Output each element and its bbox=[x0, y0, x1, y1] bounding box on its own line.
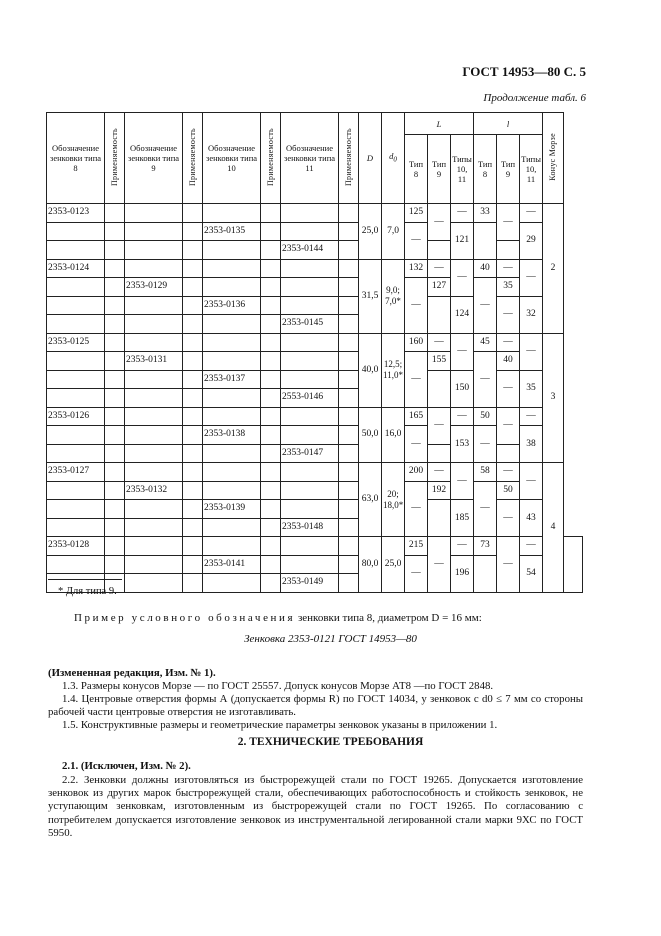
table-row: 2353-0125 40,0 12,5; 11,0* 160 — — 45 — — 3 bbox=[47, 333, 583, 352]
table-row: 2353-0127 63,0 20; 18,0* 200 — — 58 — — 4 bbox=[47, 463, 583, 482]
example-text: зенковки типа 8, диаметром D = 16 мм: bbox=[295, 612, 482, 624]
table-continuation-label: Продолжение табл. 6 bbox=[483, 92, 586, 104]
header-l-tip8: Тип 8 bbox=[474, 135, 497, 204]
table-row: 2353-0147 bbox=[47, 444, 583, 463]
paragraph-2-1: 2.1. (Исключен, Изм. № 2). bbox=[62, 760, 191, 772]
header-L: L bbox=[405, 113, 474, 135]
changed-edition-note: (Измененная редакция, Изм. № 1). bbox=[48, 667, 216, 679]
table-row: 2353-0123 25,0 7,0 125 — — 33 — — 2 bbox=[47, 204, 583, 223]
paragraph-1-4: 1.4. Центровые отверстия формы А (допускается формы R) по ГОСТ 14034, у зенковок с d0 ≤ 7 мм со стороны рабочей части центровые отверстия не изготавливать. bbox=[48, 693, 583, 719]
table-row: 2353-0131 — 155 — 40 bbox=[47, 352, 583, 371]
table-row: 2553-0146 bbox=[47, 389, 583, 408]
table-row: 2353-0136 124 — 32 bbox=[47, 296, 583, 315]
footnote-divider bbox=[48, 579, 122, 580]
header-d0: $d_0$ bbox=[382, 113, 405, 204]
example-lead: Пример условного обозначения bbox=[74, 612, 296, 624]
table-row: 2353-0129 — 127 — 35 bbox=[47, 278, 583, 297]
paragraph-1-5: 1.5. Конструктивные размеры и геометрические параметры зенковок указаны в приложении 1. bbox=[62, 719, 498, 731]
example-line bbox=[74, 612, 482, 624]
header-applicability: Применяемость bbox=[187, 127, 197, 187]
table-row: 2353-0149 bbox=[47, 574, 583, 593]
header-applicability: Применяемость bbox=[343, 127, 353, 187]
table-row: 2353-0138 — 153 — 38 bbox=[47, 426, 583, 445]
header-l-tip1011: Типы 10, 11 bbox=[520, 135, 543, 204]
example-formula: Зенковка 2353-0121 ГОСТ 14953—80 bbox=[244, 633, 417, 645]
header-type10: Обозначение зенковки типа 10 bbox=[203, 113, 261, 204]
header-morse-taper: Конус Морзе bbox=[548, 133, 558, 181]
table-row: 2353-0137 150 — 35 bbox=[47, 370, 583, 389]
paragraph-2-2: 2.2. Зенковки должны изготовляться из быстрорежущей стали по ГОСТ 19265. Допускается изготовление зенковок из других марок быстрорежущей стали, обеспечивающих работоспособность и стойкость зенковок, не уступающим зенковкам, изготовленным из быстрорежущей стали по ГОСТ 19265. По согласованию с потребителем допускается изготовление зенковок из инструментальной легированной стали марки 9ХС по ГОСТ 5950. bbox=[48, 774, 583, 839]
header-applicability: Применяемость bbox=[265, 127, 275, 187]
table-row: 2353-0139 185 — 43 bbox=[47, 500, 583, 519]
table-row: 2353-0128 80,0 25,0 215 — — 73 — — bbox=[47, 537, 583, 556]
morse-taper-value: 2 bbox=[543, 204, 564, 334]
table-row: 2353-0126 50,0 16,0 165 — — 50 — — bbox=[47, 407, 583, 426]
header-L-tip8: Тип 8 bbox=[405, 135, 428, 204]
header-l: l bbox=[474, 113, 543, 135]
header-l-tip9: Тип 9 bbox=[497, 135, 520, 204]
header-D: D bbox=[359, 113, 382, 204]
footnote: * Для типа 9. bbox=[58, 586, 117, 597]
table-row: 2353-0135 — 121 29 bbox=[47, 222, 583, 241]
table-row: 2353-0141 — 196 54 bbox=[47, 555, 583, 574]
page-header: ГОСТ 14953—80 С. 5 bbox=[462, 64, 586, 79]
morse-taper-value: 3 bbox=[543, 333, 564, 463]
header-type11: Обозначение зенковки типа 11 bbox=[281, 113, 339, 204]
morse-taper-value: 4 bbox=[543, 463, 564, 593]
header-L-tip1011: Типы 10, 11 bbox=[451, 135, 474, 204]
table-row: 2353-0124 31,5 9,0; 7,0* 132 — — 40 — — bbox=[47, 259, 583, 278]
table-row: 2353-0145 bbox=[47, 315, 583, 334]
dimensions-table bbox=[46, 112, 583, 593]
header-L-tip9: Тип 9 bbox=[428, 135, 451, 204]
header-applicability: Применяемость bbox=[109, 127, 119, 187]
header-type8: Обозначение зенковки типа 8 bbox=[47, 113, 105, 204]
table-row: 2353-0148 bbox=[47, 518, 583, 537]
table-row: 2353-0144 bbox=[47, 241, 583, 260]
table-row: 2353-0132 — 192 — 50 bbox=[47, 481, 583, 500]
section-title: 2. ТЕХНИЧЕСКИЕ ТРЕБОВАНИЯ bbox=[237, 736, 424, 748]
header-type9: Обозначение зенковки типа 9 bbox=[125, 113, 183, 204]
paragraph-1-3: 1.3. Размеры конусов Морзе — по ГОСТ 25557. Допуск конусов Морзе АТ8 —по ГОСТ 2848. bbox=[62, 680, 494, 692]
